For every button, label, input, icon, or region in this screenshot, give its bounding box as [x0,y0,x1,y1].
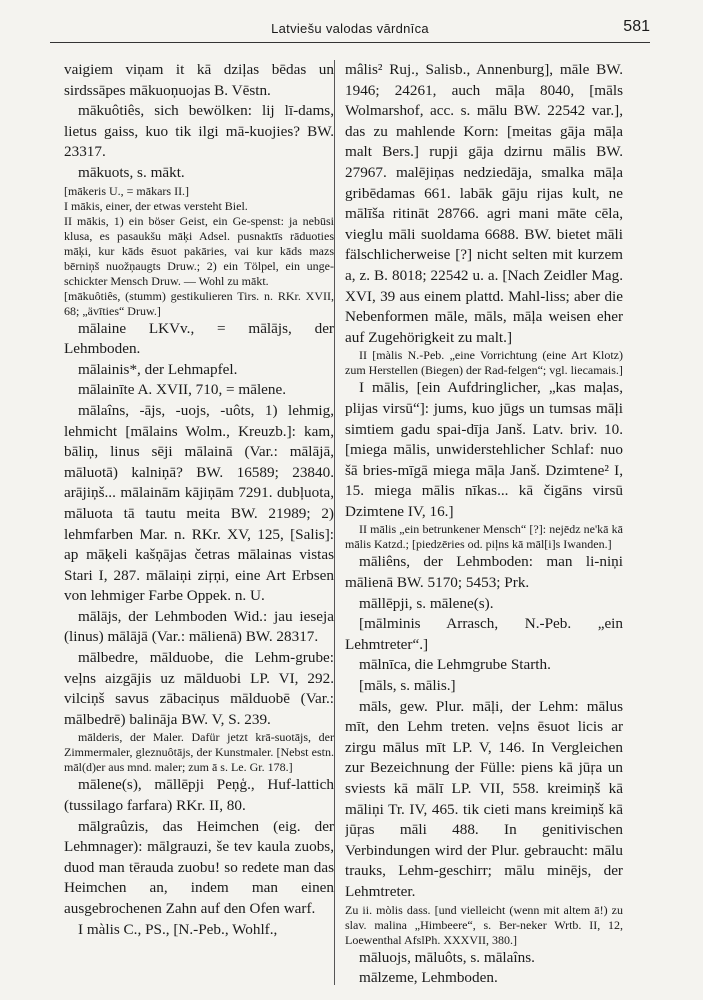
entry-text: Zu ii. mòlis dass. [und vielleicht (wenn mit altem ā!) zu slav. malina „Himbeere“, s. Ber-neker Wrtb. II, 12, Loewenthal AfslPh. XXXVII, 380.] [345,902,623,947]
entry-text: māliêns, der Lehmboden: man li-niņi mālienā BW. 5170; 5453; Prk. [345,553,623,592]
entry-text: [mākeris U., = mākars II.] [64,183,190,198]
dictionary-entry [345,676,623,697]
entry-text: [mālminis Arrasch, N.-Peb. „ein Lehmtreter“.] [345,615,623,653]
dictionary-entry [64,101,334,163]
dictionary-entry [64,775,334,816]
dictionary-entry [64,289,334,319]
dictionary-entry [64,648,334,730]
right-column [345,60,623,990]
entry-text: mālājs, der Lehmboden Wid.: jau ieseja (linus) mālājā (Var.: mālienā) BW. 28317. [64,607,334,646]
entry-text: māllēpji, s. mālene(s). [359,594,494,612]
dictionary-entry [64,319,334,360]
entry-text: I mālis, [ein Aufdringlicher, „kas maļas, plijas virsū“]: jums, kuo jūgs un tumsas māļi simtiem gadu spai-dīja Janš. Latv. briv. 10. [miega mālis, unwiderstehlicher Schlaf: nuo šā bries-mīgā miega māļa Janš. Dzimtene² I, 15. miega mālis nīkas... kā čigāns virsū Dzimtene IV, 16.] [345,379,623,520]
left-column [64,60,334,990]
dictionary-entry [64,360,334,381]
dictionary-entry [345,655,623,676]
dictionary-entry [64,214,334,289]
dictionary-entry [345,594,623,615]
dictionary-entry [345,552,623,593]
entry-text: II mālis „ein betrunkener Mensch“ [?]: nejēdz ne'kā kā mālis Katzd.; [piedzēries od. piļns kā māl[i]s Iwanden.] [345,522,623,552]
page-header [50,18,650,43]
dictionary-entry [345,948,623,969]
dictionary-entry [345,348,623,378]
entry-text: mālaîns, -ājs, -uojs, -uôts, 1) lehmig, lehmicht [mālains Wolm., Kreuzb.]: kam, bāliņ, linus sēji mālainā (Var.: mālājā, māluotā) kalniņā? BW. 16589; 23840. arājiņš... mālainām kājiņām 7291. dubļuota, māluota tā tautu meita BW. 21989; 2) lehmfarben Mar. n. RKr. XV, 125, [Salis]: ap māķeli kašņājas četras mālainas vistas Stari I, 287. mālaiņi ziŗņi, eine Art Erbsen von lehmiger Farbe Oppek. n. U. [64,401,334,605]
entry-text: I mākis, einer, der etwas versteht Biel. [64,198,248,213]
dictionary-entry [64,730,334,775]
entry-text: mālderis, der Maler. Dafür jetzt krā-suotājs, der Zimmermaler, gleznuôtājs, der Kunstmaler. [Nebst estn. māl(d)er aus mnd. maler; zum ā s. Le. Gr. 178.] [64,730,334,775]
dictionary-entry [345,697,623,903]
dictionary-entry [345,903,623,948]
dictionary-entry [64,920,334,941]
dictionary-entry [64,401,334,607]
entry-text: mākuots, s. mākt. [78,163,185,181]
dictionary-entry [64,380,334,401]
entry-text: māls, gew. Plur. māļi, der Lehm: mālus mīt, den Lehm treten. veļns ēsuot licis ar zirgu mālus mīt LP. V, 146. In Vergleichen zur Bezeichnung der Fülle: piens kā jūŗa un sviests kā mālī LP. VII, 558. kreimiņš kā māliņi Tr. IV, 465. tik cieti mans kreimiņš kā jūŗas māli 488. In genitivischen Verbindungen wird der Plur. gebraucht: mālu trauks, Lehm-geschirr; mālu minējs, der Lehmtreter. [345,697,623,900]
dictionary-entry [64,817,334,920]
entry-text: mākuôtiês, sich bewölken: lij lī-dams, lietus gaiss, kuo tik ilgi mā-kuojies? BW. 23317. [64,102,334,161]
entry-text: mālzeme, Lehmboden. [359,969,498,987]
entry-text: vaigiem viņam it kā dziļas bēdas un sirdssāpes mākuoņuojas B. Vēstn. [64,61,334,99]
dictionary-entry [345,522,623,552]
running-title: Latviešu valodas vārdnīca [271,21,429,36]
dictionary-entry [345,968,623,989]
entry-text: [māls, s. mālis.] [359,677,456,695]
dictionary-entry [64,607,334,648]
entry-text: mālnīca, die Lehmgrube Starth. [359,656,551,674]
dictionary-entry [64,60,334,101]
dictionary-entry [345,60,623,348]
entry-text: II [màlis N.-Peb. „eine Vorrichtung (eine Art Klotz) zum Herstellen (Biegen) der Rad-felgen“; vgl. liecamais.] [345,348,623,378]
entry-text: mālene(s), māllēpji Peņģ., Huf-lattich (tussilago farfara) RKr. II, 80. [64,776,334,815]
dictionary-entry [345,378,623,522]
column-divider [334,60,335,985]
dictionary-entry [64,184,334,199]
entry-text: mālainīte A. XVII, 710, = mālene. [78,381,287,399]
entry-text: mālainis*, der Lehmapfel. [78,360,238,378]
entry-text: I màlis C., PS., [N.-Peb., Wohlf., [78,920,278,938]
dictionary-entry [64,163,334,184]
entry-text: [mākuôtiês, (stumm) gestikulieren Tirs. n. RKr. XVII, 68; „ävīties“ Druw.] [64,288,334,318]
entry-text: mālaine LKVv., = mālājs, der Lehmboden. [64,319,334,358]
entry-text: II mākis, 1) ein böser Geist, ein Ge-spenst: ja nebūsi klusa, es pasaukšu māķi Adsel. pusnaktīs rāduoties māķi, kur kāds ēsuot pakāries, vai kur kāds mazs bērniņš nuožņaugts Druw.; 2) ein Tölpel, ein unge-schickter Mensch Druw. — Wohl zu mākt. [64,213,334,288]
entry-text: mālgraûzis, das Heimchen (eig. der Lehmnager): mālgrauzi, še tev kaula zuobs, duod man tērauda zuobu! so redete man das Heimchen an, indem man einen ausgebrochenen Zahn auf den Ofen warf. [64,817,334,917]
dictionary-entry [64,199,334,214]
page-number: 581 [623,18,650,35]
entry-text: mālbedre, mālduobe, die Lehm-grube: veļns aizgājis uz mālduobi LP. VI, 292. vilciņš savus zābaciņus mālduobē (Var.: mālbedrē) balināja BW. V, S. 239. [64,649,334,728]
entry-text: māluojs, māluôts, s. mālaîns. [359,948,535,966]
dictionary-entry [345,614,623,655]
entry-text: mâlis² Ruj., Salisb., Annenburg], māle BW. 1946; 24261, auch māļa 8040, [māls Wolmarshof, acc. s. mālu BW. 22542 var.], das zu mahlende Korn: [meitas gāja māļa malt Bers.] rupji gāja dzirnu mālis BW. 27967. malējiņas nedziedāja, smalka māļa gribēdamas 661. labāk gāju rijas kult, ne mālīša ritināt 28766. agri mani māte cēla, vieglu māli suoldama 6688. BW. bietet māli fälschlicherweise [?] nicht selten mit kurzem a, z. B. 8018; 22542 u. a. [Nach Zeidler Mag. XVI, 39 aus einem plattd. Mahl-liss; aber die Nebenformen māle, māls, māļa weisen eher auf Zugehörigkeit zu malt.] [345,61,623,346]
